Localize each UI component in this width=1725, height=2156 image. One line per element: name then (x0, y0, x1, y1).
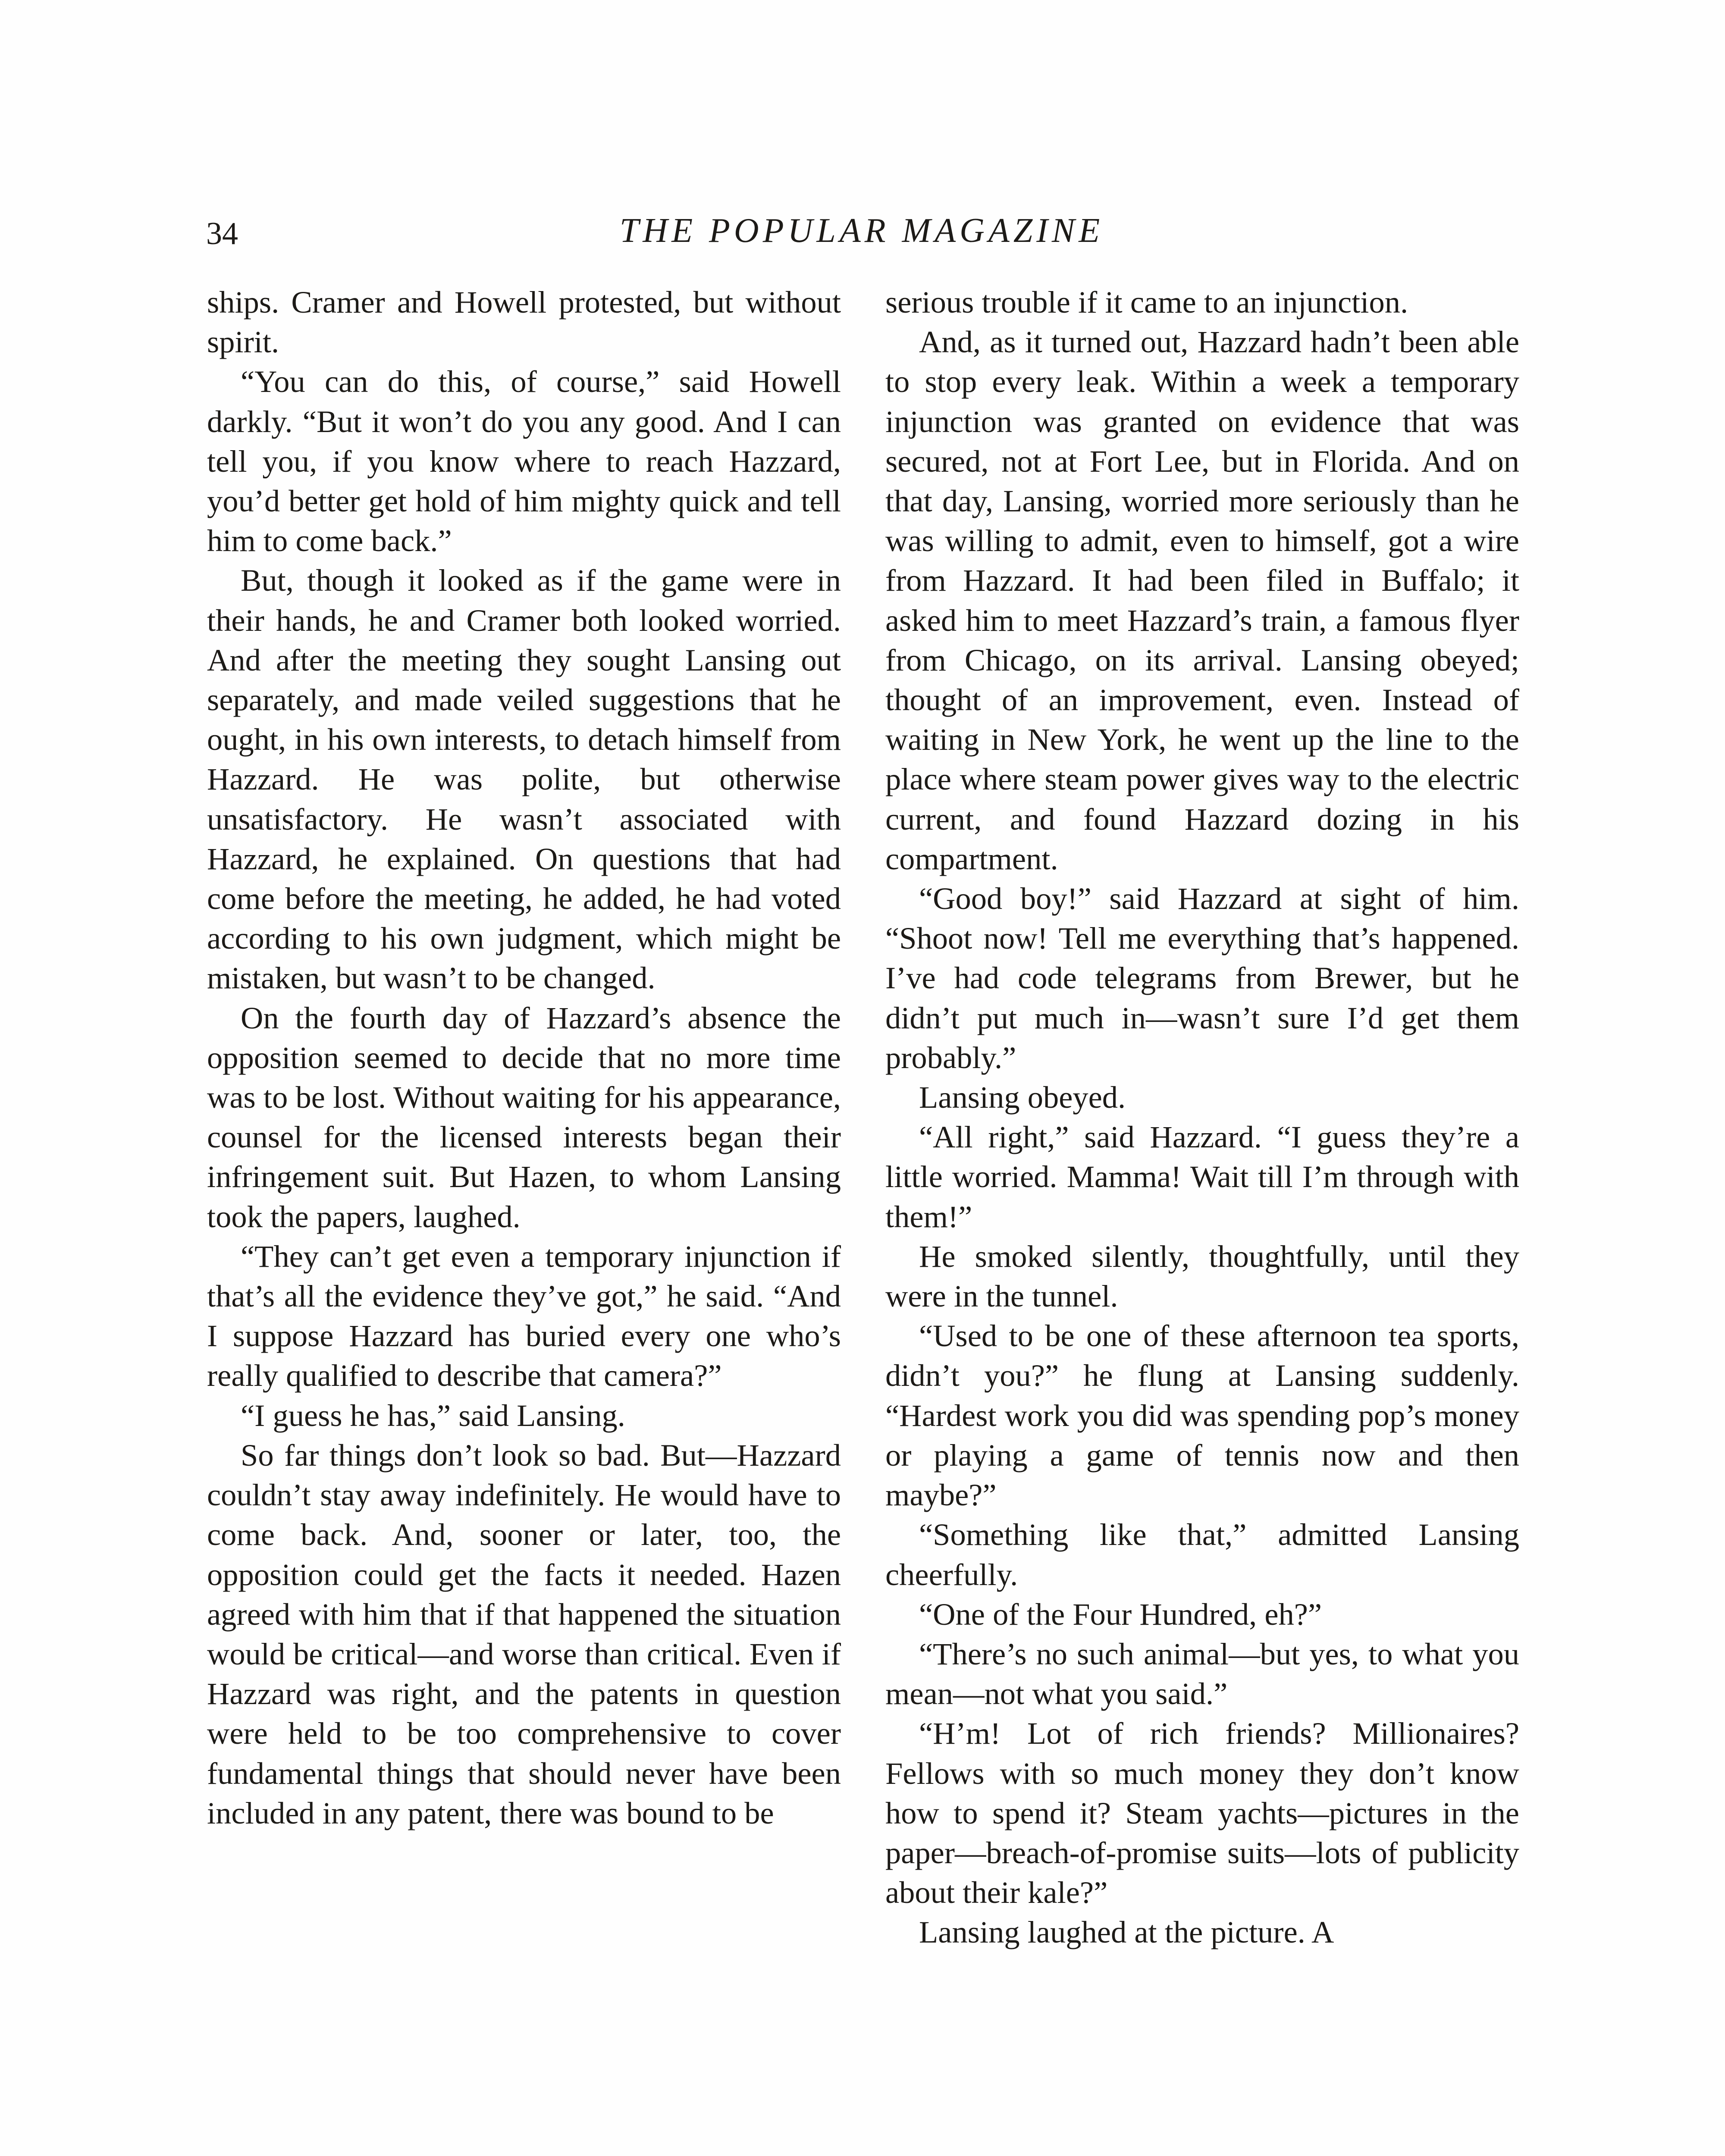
running-head: THE POPULAR MAGAZINE (619, 212, 1104, 250)
paragraph: But, though it looked as if the game were in their hands, he and Cramer both looked worried. And after the meeting they sought Lansing out separately, and made veiled suggestions that he ought, in his own interests, to detach himself from Hazzard. He was polite, but otherwise unsatisfactory. He wasn’t associated with Hazzard, he explained. On questions that had come before the meeting, he added, he had voted according to his own judgment, which might be mistaken, but wasn’t to be changed. (207, 563, 841, 996)
paragraph: On the fourth day of Hazzard’s absence the opposition seemed to decide that no more time was to be lost. Without waiting for his appearance, counsel for the licensed interests began their infringement suit. But Hazen, to whom Lansing took the papers, laughed. (207, 1000, 841, 1234)
paragraph: “One of the Four Hundred, eh?” (919, 1596, 1322, 1632)
page-number: 34 (206, 216, 238, 251)
paragraph: Lansing obeyed. (919, 1080, 1126, 1115)
paragraph: “Good boy!” said Hazzard at sight of him. “Shoot now! Tell me everything that’s happened. I’ve had code telegrams from Brewer, but he didn’t put much in—wasn’t sure I’d get them probably.” (885, 881, 1519, 1075)
paragraph: “There’s no such animal—but yes, to what you mean—not what you said.” (885, 1636, 1519, 1711)
paragraph: ships. Cramer and Howell protested, but without spirit. (207, 285, 841, 360)
paragraph: “They can’t get even a temporary injunction if that’s all the evidence they’ve got,” he said. “And I suppose Hazzard has buried every one who’s really qualified to describe that camera?” (207, 1238, 841, 1393)
paragraph: Lansing laughed at the picture. A (919, 1915, 1334, 1950)
paragraph: He smoked silently, thoughtfully, until they were in the tunnel. (885, 1238, 1519, 1314)
paragraph: “You can do this, of course,” said Howell darkly. “But it won’t do you any good. And I can tell you, if you know where to reach Hazzard, you’d better get hold of him mighty quick and tell him to come back.” (207, 364, 841, 558)
left-column (207, 282, 841, 1833)
paragraph: serious trouble if it came to an injunction. (885, 285, 1408, 320)
page-header (206, 211, 1517, 263)
paragraph: “H’m! Lot of rich friends? Millionaires? Fellows with so much money they don’t know how to spend it? Steam yachts—pictures in the paper—breach-of-promise suits—lots of publicity about their kale?” (885, 1716, 1519, 1910)
paragraph: “I guess he has,” said Lansing. (241, 1398, 625, 1433)
paragraph: So far things don’t look so bad. But—Hazzard couldn’t stay away indefinitely. He would have to come back. And, sooner or later, too, the opposition could get the facts it needed. Hazen agreed with him that if that happened the situation would be critical—and worse than critical. Even if Hazzard was right, and the patents in question were held to be too comprehensive to cover fundamental things that should never have been included in any patent, there was bound to be (207, 1437, 841, 1830)
paragraph: And, as it turned out, Hazzard hadn’t been able to stop every leak. Within a week a temporary injunction was granted on evidence that was secured, not at Fort Lee, but in Florida. And on that day, Lansing, worried more seriously than he was willing to admit, even to himself, got a wire from Hazzard. It had been filed in Buffalo; it asked him to meet Hazzard’s train, a famous flyer from Chicago, on its arrival. Lansing obeyed; thought of an improvement, even. Instead of waiting in New York, he went up the line to the place where steam power gives way to the electric current, and found Hazzard dozing in his compartment. (885, 324, 1519, 876)
paragraph: “All right,” said Hazzard. “I guess they’re a little worried. Mamma! Wait till I’m through with them!” (885, 1119, 1519, 1234)
paragraph: “Used to be one of these afternoon tea sports, didn’t you?” he flung at Lansing suddenly. “Hardest work you did was spending pop’s money or playing a game of tennis now and then maybe?” (885, 1318, 1519, 1513)
right-column (885, 282, 1519, 1952)
paragraph: “Something like that,” admitted Lansing cheerfully. (885, 1517, 1519, 1592)
